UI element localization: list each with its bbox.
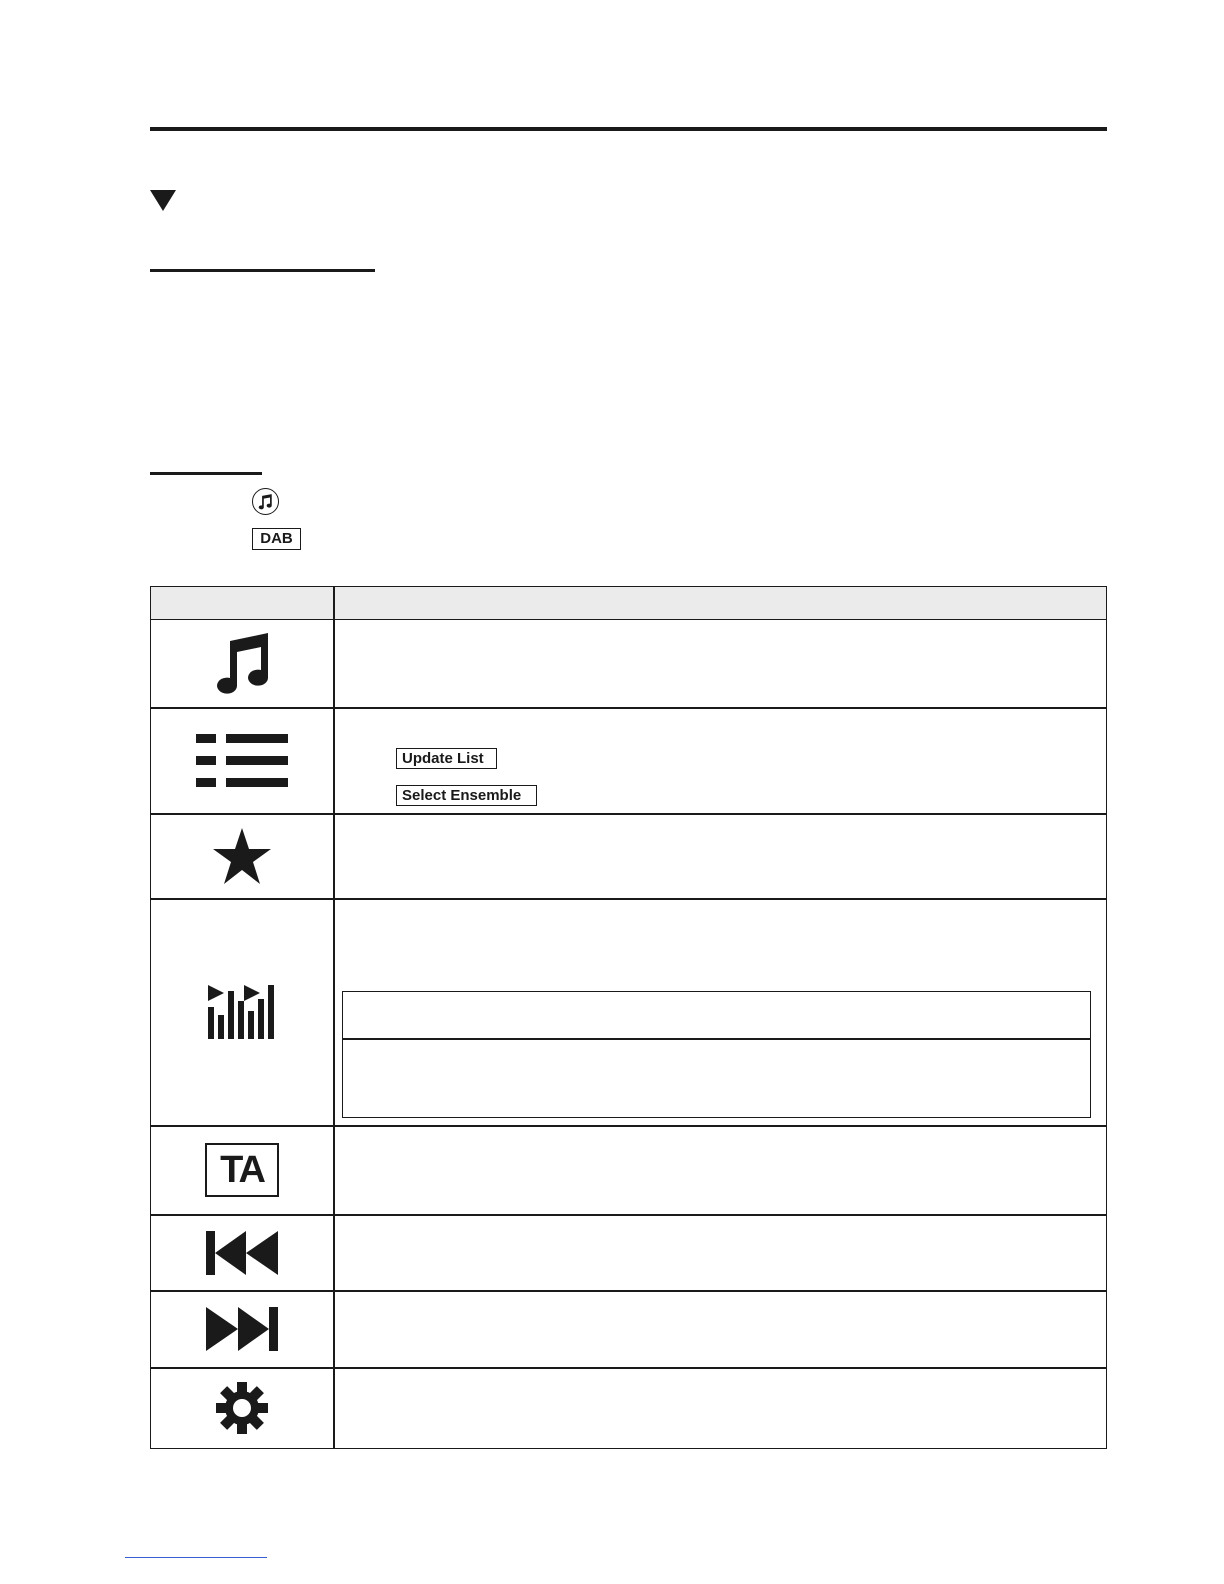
table-row-icon-cell	[151, 1291, 333, 1367]
ta-icon	[205, 1143, 279, 1197]
table-row-icon-cell	[151, 814, 333, 898]
heading-underline	[150, 269, 375, 272]
table-column-divider	[333, 587, 335, 1448]
skip-previous-icon	[206, 1231, 278, 1275]
ta-icon-text: TA	[220, 1149, 264, 1191]
nested-table-divider	[343, 1038, 1090, 1040]
table-row-icon-cell	[151, 708, 333, 813]
settings-gear-icon	[216, 1382, 268, 1434]
table-row-icon-cell	[151, 899, 333, 1125]
list-icon	[196, 734, 288, 788]
table-header	[151, 587, 1106, 620]
down-triangle-icon	[150, 190, 176, 211]
skip-next-icon	[206, 1307, 278, 1351]
music-note-icon	[252, 488, 279, 515]
music-note-icon	[213, 633, 271, 695]
controls-table	[150, 586, 1107, 1449]
table-row-icon-cell	[151, 1368, 333, 1448]
table-row-icon-cell	[151, 620, 333, 707]
footer-link-underline	[125, 1557, 267, 1558]
equalizer-icon	[208, 985, 276, 1039]
table-row-icon-cell	[151, 1126, 333, 1214]
dab-label: DAB	[252, 528, 301, 550]
top-rule	[150, 127, 1107, 131]
select-ensemble-button[interactable]: Select Ensemble	[396, 785, 537, 806]
table-row-icon-cell	[151, 1215, 333, 1290]
update-list-button[interactable]: Update List	[396, 748, 497, 769]
nested-table	[342, 991, 1091, 1118]
star-icon	[213, 828, 271, 884]
subheading-underline	[150, 472, 262, 475]
